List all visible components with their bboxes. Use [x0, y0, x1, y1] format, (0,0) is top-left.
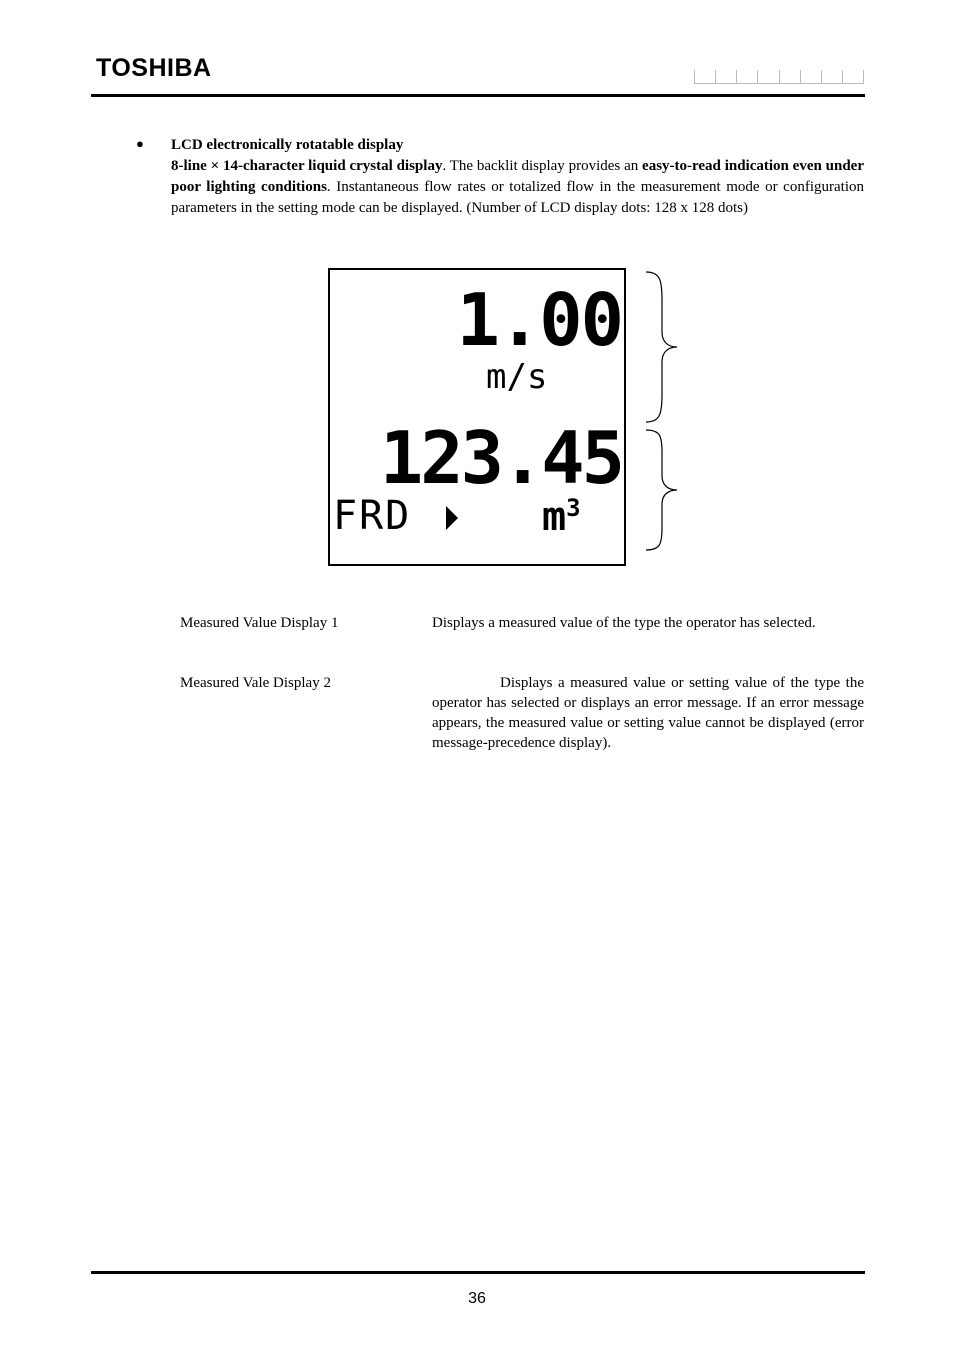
lcd-measured-value-2: 123.45 — [379, 416, 622, 500]
para-text-2: . Instantaneous flow rates or totalized flow in the measurement mode or configuration parameters in the setting mode can be displayed. (Number of LCD display dots: 128 x 128 dots) — [171, 179, 864, 216]
lcd-flow-direction: FRD — [333, 493, 412, 539]
brace-display-1-icon — [640, 270, 680, 424]
text-display-2: Displays a measured value or setting value of the type the operator has selected or displays an error message. If an error message appears, the measured value or setting value cannot be displayed (error message-precedence display). — [432, 675, 864, 751]
lcd-unit-2-superscript: 3 — [566, 494, 581, 522]
lcd-section — [171, 135, 864, 219]
lcd-measured-value-1: 1.00 — [456, 278, 622, 362]
section-title: LCD electronically rotatable display — [171, 137, 404, 153]
lcd-unit-2-base: m — [542, 494, 567, 540]
section-paragraph — [171, 156, 864, 219]
brace-display-2-icon — [640, 428, 680, 552]
label-display-2: Measured Vale Display 2 — [180, 675, 331, 691]
para-bold-1: 8-line × 14-character liquid crystal display — [171, 158, 443, 174]
bullet-icon: ● — [136, 136, 144, 151]
lcd-display-illustration — [328, 268, 626, 566]
para-bold-2: easy-to-read indication even under poor lighting conditions — [171, 158, 864, 195]
label-display-1: Measured Value Display 1 — [180, 615, 339, 631]
page-number: 36 — [468, 1290, 486, 1307]
header-rule — [91, 94, 865, 97]
lcd-unit-2 — [542, 494, 581, 540]
text-display-2-wrapper — [432, 673, 864, 753]
para-text-1: . The backlit display provides an — [442, 158, 643, 174]
text-display-1: Displays a measured value of the type the operator has selected. — [432, 615, 816, 631]
forward-arrow-icon — [446, 506, 458, 530]
document-id-boxes — [694, 70, 864, 84]
toshiba-logo: TOSHIBA — [96, 54, 212, 82]
lcd-unit-1: m/s — [486, 357, 548, 397]
footer-rule — [91, 1271, 865, 1274]
